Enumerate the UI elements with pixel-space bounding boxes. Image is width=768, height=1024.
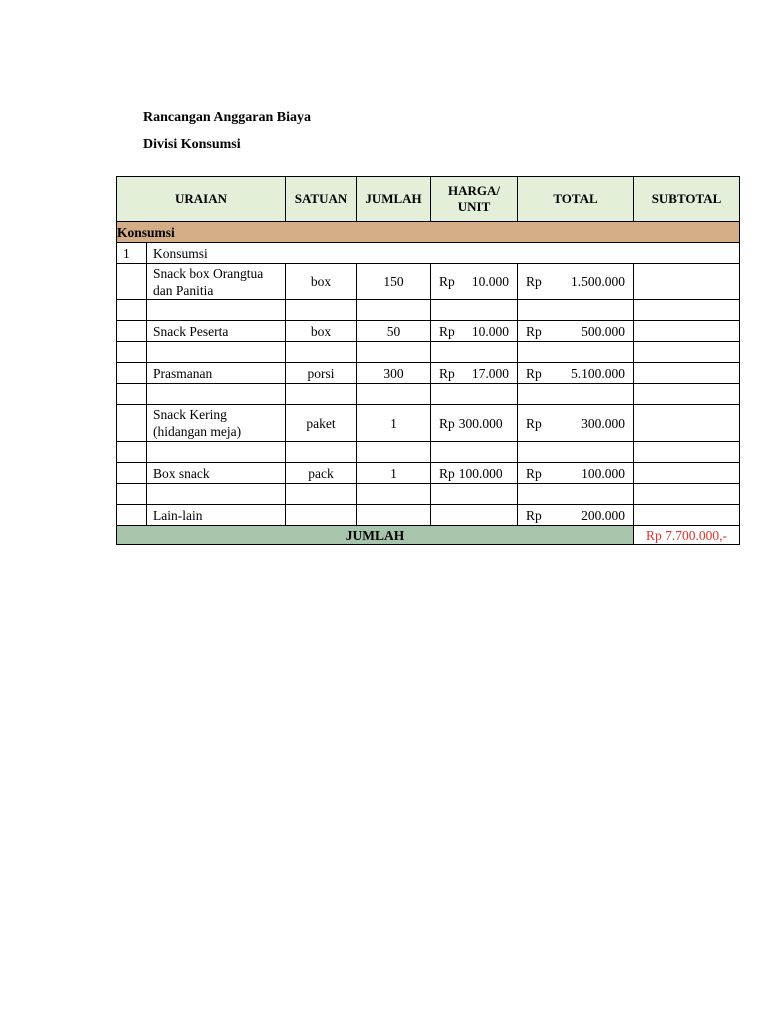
item-qty	[357, 505, 431, 526]
table-row	[117, 264, 740, 300]
item-name-line2: (hidangan meja)	[153, 424, 242, 439]
spacer-row	[117, 442, 740, 463]
item-name: Lain-lain	[147, 505, 286, 526]
header-uraian: URAIAN	[117, 177, 286, 222]
total-row	[117, 526, 740, 545]
total-currency: Rp	[526, 465, 542, 481]
item-unit: pack	[286, 463, 357, 484]
header-jumlah: JUMLAH	[357, 177, 431, 222]
item-subtotal	[634, 505, 740, 526]
document-subtitle: Divisi Konsumsi	[143, 137, 241, 152]
total-currency: Rp	[526, 274, 542, 289]
price-value: 17.000	[471, 365, 509, 381]
table-row	[117, 321, 740, 342]
budget-table	[116, 176, 740, 545]
item-unit	[286, 505, 357, 526]
total-currency: Rp	[526, 507, 542, 523]
group-row	[117, 243, 740, 264]
section-label: Konsumsi	[117, 222, 740, 243]
price-currency: Rp	[439, 415, 455, 431]
table-row	[117, 405, 740, 442]
total-value: 300.000	[581, 415, 625, 431]
total-currency: Rp	[526, 323, 542, 339]
total-currency: Rp	[526, 415, 542, 431]
item-price	[431, 363, 518, 384]
item-price	[431, 405, 518, 442]
group-label: Konsumsi	[147, 243, 740, 264]
item-name: Prasmanan	[147, 363, 286, 384]
item-qty: 1	[357, 463, 431, 484]
item-total	[518, 505, 634, 526]
total-label: JUMLAH	[117, 526, 634, 545]
item-unit: porsi	[286, 363, 357, 384]
item-unit: box	[286, 321, 357, 342]
section-row	[117, 222, 740, 243]
item-qty: 300	[357, 363, 431, 384]
group-number: 1	[117, 243, 147, 264]
item-subtotal	[634, 264, 740, 300]
item-qty: 1	[357, 405, 431, 442]
grand-total: Rp 7.700.000,-	[634, 526, 740, 545]
number-cell	[117, 321, 147, 342]
spacer-row	[117, 384, 740, 405]
price-currency: Rp	[439, 365, 455, 381]
table-row	[117, 463, 740, 484]
item-total	[518, 321, 634, 342]
total-currency: Rp	[526, 365, 542, 381]
item-total	[518, 405, 634, 442]
item-subtotal	[634, 321, 740, 342]
item-unit: box	[286, 264, 357, 300]
spacer-row	[117, 484, 740, 505]
item-subtotal	[634, 405, 740, 442]
price-currency: Rp	[439, 465, 455, 481]
item-price	[431, 505, 518, 526]
total-value: 1.500.000	[571, 274, 625, 289]
price-currency: Rp	[439, 323, 455, 339]
item-name	[147, 405, 286, 442]
item-name-line1: Snack Kering	[153, 407, 227, 422]
header-total: TOTAL	[518, 177, 634, 222]
item-name-line1: Snack box Orangtua	[153, 265, 264, 281]
item-name: Snack Peserta	[147, 321, 286, 342]
price-value: 10.000	[471, 274, 509, 289]
item-total	[518, 264, 634, 300]
total-value: 200.000	[581, 507, 625, 523]
header-harga-line1: HARGA/	[448, 183, 500, 198]
number-cell	[117, 505, 147, 526]
item-total	[518, 363, 634, 384]
item-name: Box snack	[147, 463, 286, 484]
item-name	[147, 264, 286, 300]
header-row	[117, 177, 740, 222]
header-harga-line2: UNIT	[457, 199, 491, 214]
number-cell	[117, 405, 147, 442]
price-currency: Rp	[439, 274, 455, 289]
spacer-row	[117, 342, 740, 363]
header-subtotal: SUBTOTAL	[634, 177, 740, 222]
total-value: 5.100.000	[571, 365, 625, 381]
number-cell	[117, 363, 147, 384]
header-harga	[431, 177, 518, 222]
item-subtotal	[634, 463, 740, 484]
item-subtotal	[634, 363, 740, 384]
table-row	[117, 363, 740, 384]
price-value: 10.000	[471, 323, 509, 339]
item-qty: 50	[357, 321, 431, 342]
item-price	[431, 264, 518, 300]
item-qty: 150	[357, 264, 431, 300]
price-value: 100.000	[458, 465, 503, 481]
item-price	[431, 321, 518, 342]
table-row	[117, 505, 740, 526]
header-satuan: SATUAN	[286, 177, 357, 222]
item-price	[431, 463, 518, 484]
item-total	[518, 463, 634, 484]
document-title: Rancangan Anggaran Biaya	[143, 110, 312, 125]
price-value: 300.000	[458, 415, 503, 431]
total-value: 500.000	[581, 323, 625, 339]
number-cell	[117, 264, 147, 300]
spacer-row	[117, 300, 740, 321]
item-unit: paket	[286, 405, 357, 442]
number-cell	[117, 463, 147, 484]
item-name-line2: dan Panitia	[153, 282, 214, 298]
total-value: 100.000	[581, 465, 625, 481]
